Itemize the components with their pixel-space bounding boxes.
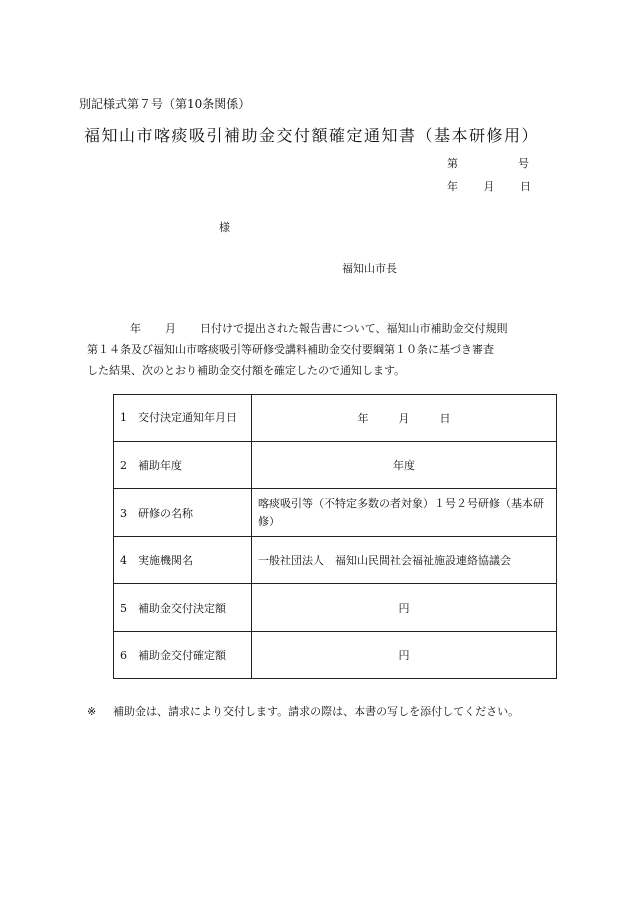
document-title: 福知山市喀痰吸引補助金交付額確定通知書（基本研修用）	[84, 126, 540, 145]
row-value: 一般社団法人 福知山民間社会福祉施設連絡協議会	[252, 537, 557, 584]
doc-number-go: 号	[518, 157, 529, 170]
row-label: 5 補助金交付決定額	[114, 584, 252, 632]
body-year: 年	[130, 322, 141, 335]
doc-number-dai: 第	[447, 157, 458, 170]
row-label: 3 研修の名称	[114, 489, 252, 537]
body-month: 月	[165, 322, 176, 335]
table-row	[114, 442, 557, 489]
row-label: 1 交付決定通知年月日	[114, 395, 252, 442]
issuer: 福知山市長	[342, 262, 397, 275]
row-value: 円	[252, 584, 557, 632]
table-row	[114, 395, 557, 442]
row-value: 喀痰吸引等（不特定多数の者対象）１号２号研修（基本研修）	[252, 489, 557, 537]
footnote	[87, 703, 519, 719]
body-line1: 日付けで提出された報告書について、福知山市補助金交付規則	[200, 322, 508, 335]
row-label: 4 実施機関名	[114, 537, 252, 584]
note-mark: ※	[87, 705, 97, 718]
form-number: 別記様式第７号（第10条関係）	[79, 97, 251, 111]
detail-table	[113, 394, 557, 679]
row-label: 6 補助金交付確定額	[114, 632, 252, 679]
row-value: 円	[252, 632, 557, 679]
row-value: 年 月 日	[252, 395, 557, 442]
table-row	[114, 489, 557, 537]
issue-date	[447, 178, 531, 194]
table-row	[114, 632, 557, 679]
issue-date-day: 日	[520, 180, 531, 193]
body-paragraph	[87, 318, 547, 381]
row-label: 2 補助年度	[114, 442, 252, 489]
table-row	[114, 537, 557, 584]
table-row	[114, 584, 557, 632]
note-text: 補助金は、請求により交付します。請求の際は、本書の写しを添付してください。	[113, 705, 520, 718]
row-value: 年度	[252, 442, 557, 489]
issue-date-month: 月	[483, 180, 495, 193]
body-line2: 第１４条及び福知山市喀痰吸引等研修受講料補助金交付要綱第１０条に基づき審査	[87, 343, 494, 356]
issue-date-year: 年	[447, 180, 458, 193]
recipient-suffix: 様	[219, 221, 230, 234]
body-line3: した結果、次のとおり補助金交付額を確定したので通知します。	[87, 364, 406, 377]
